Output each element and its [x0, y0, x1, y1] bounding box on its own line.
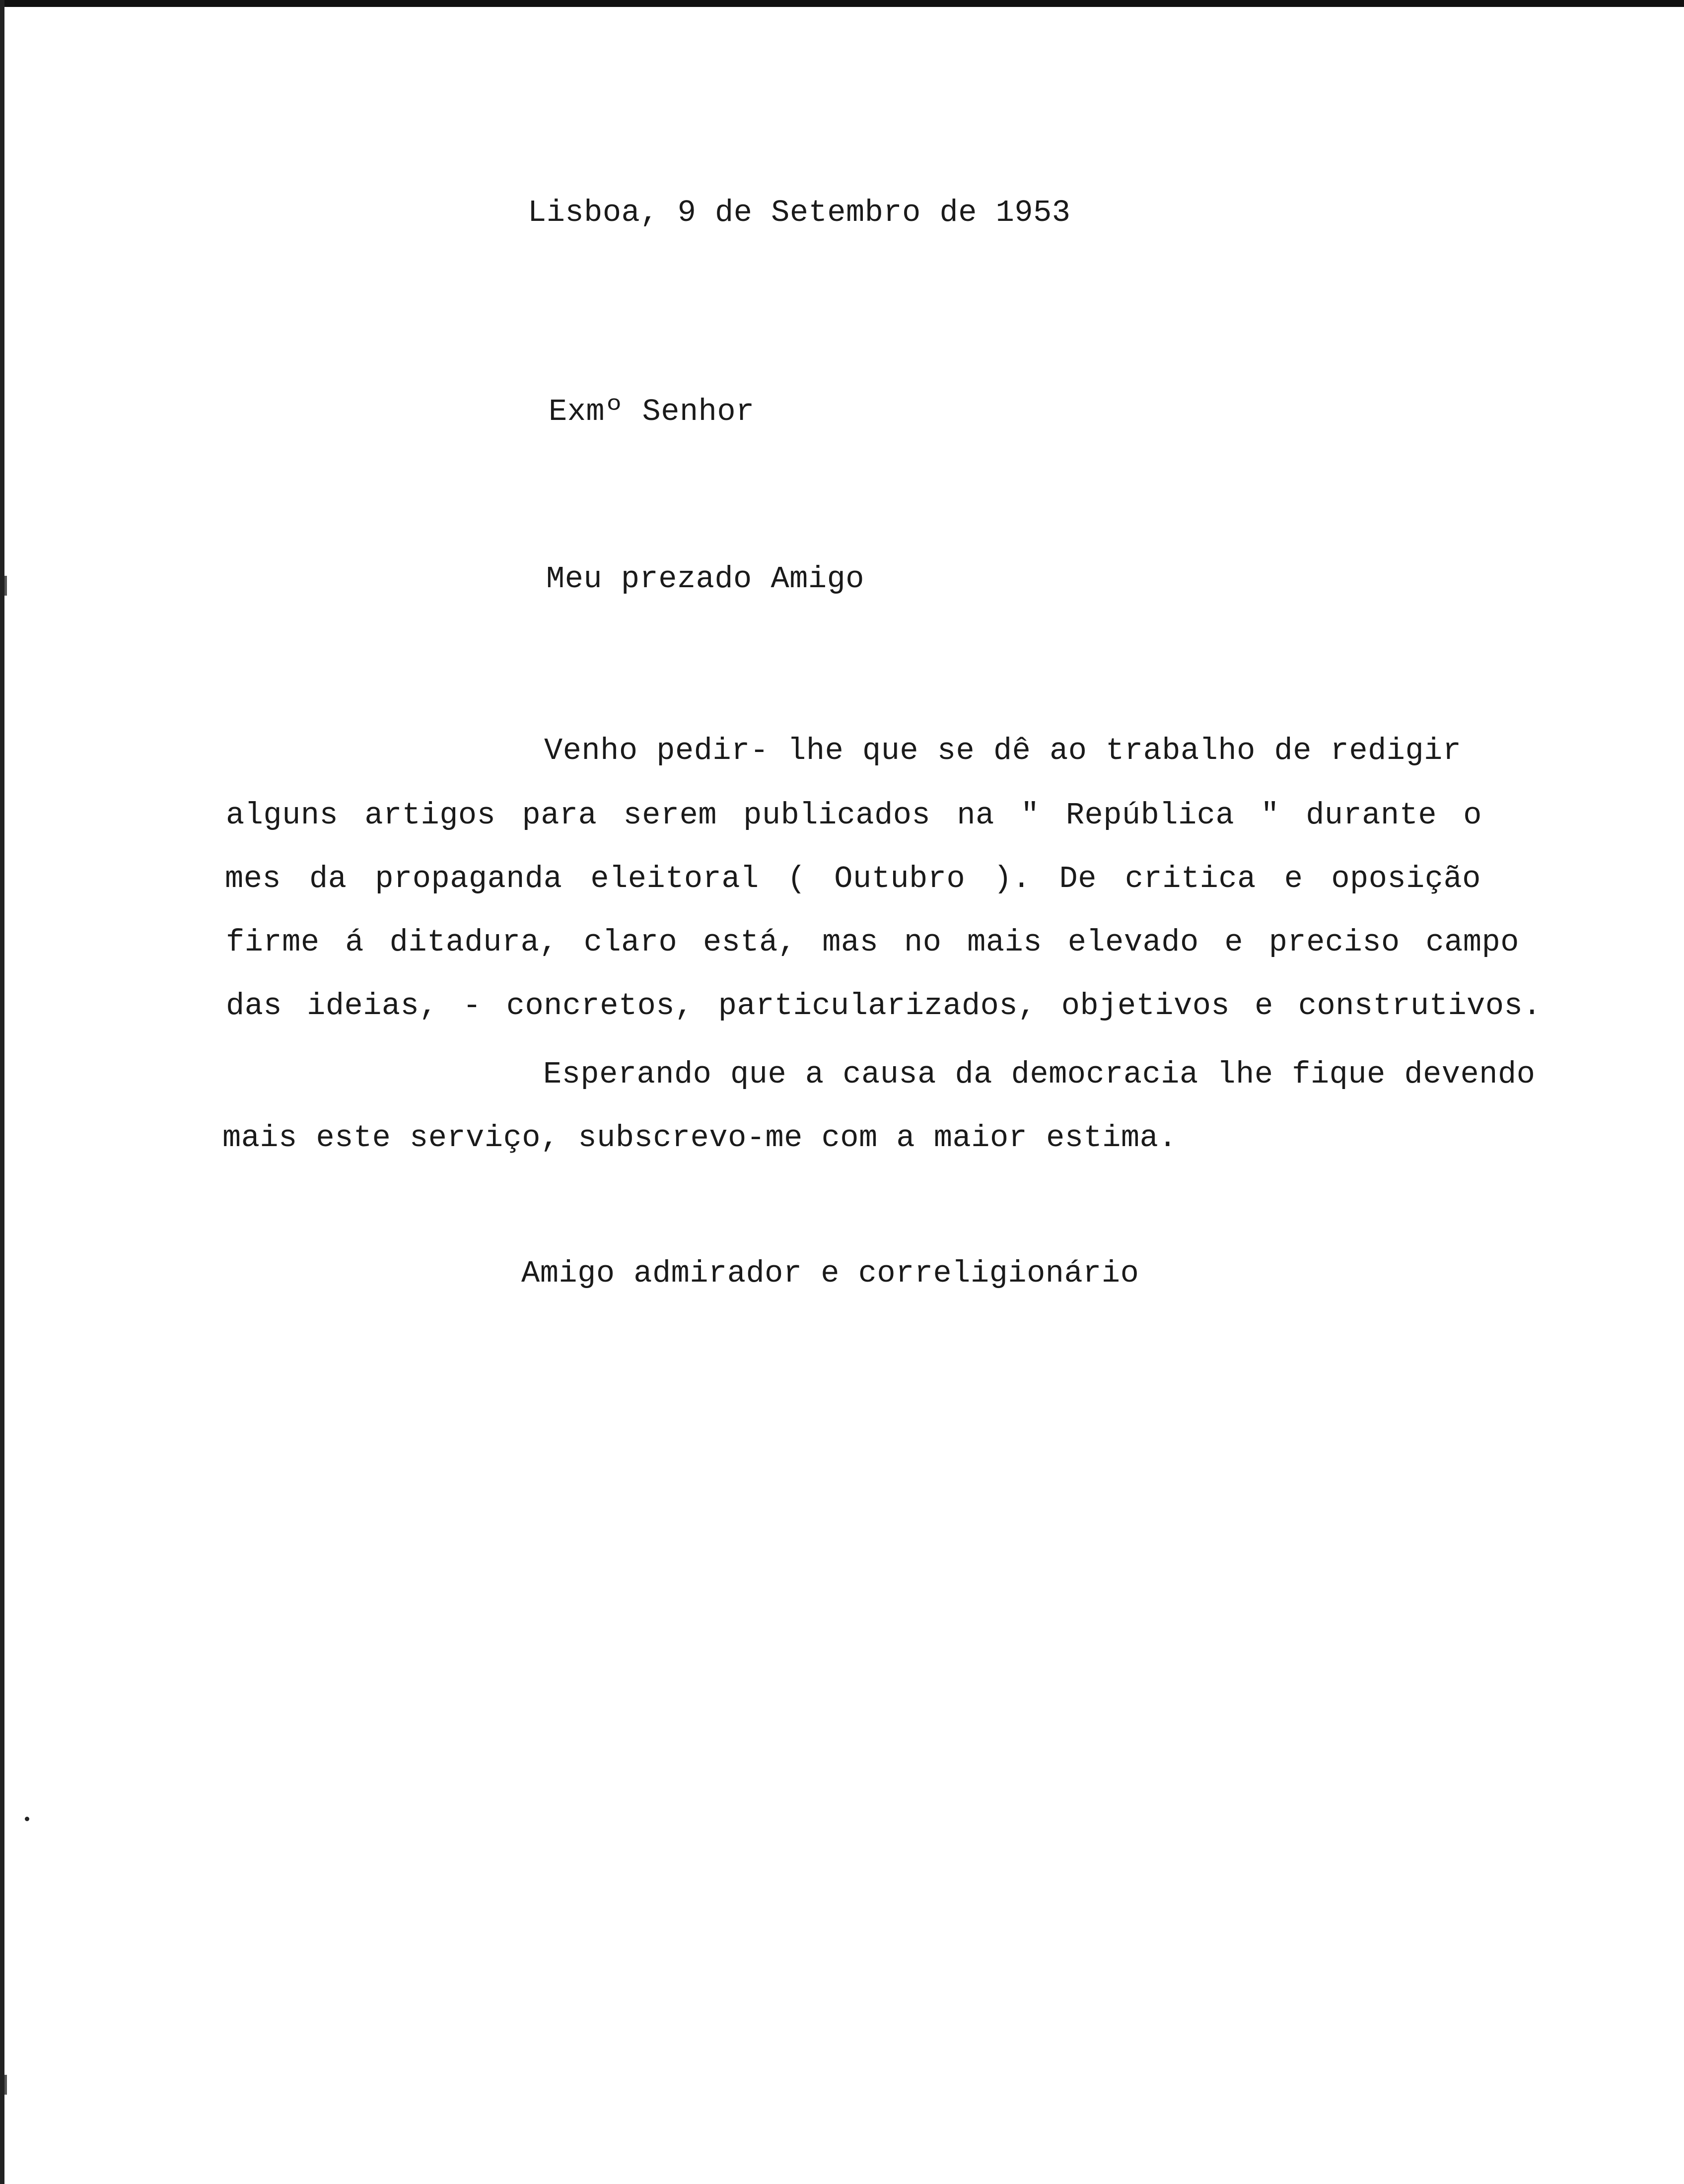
closing-line: Amigo admirador e correligionário — [521, 1256, 1139, 1291]
salutation-formal: Exmº Senhor — [549, 394, 755, 429]
scan-edge-left — [0, 0, 4, 2184]
body-line-4: firme á ditadura, claro está, mas no mais elevado e preciso campo — [226, 925, 1519, 960]
body-line-7: mais este serviço, subscrevo-me com a maior estima. — [222, 1120, 1178, 1156]
salutation-personal: Meu prezado Amigo — [546, 561, 865, 597]
scan-edge-notch — [4, 576, 7, 596]
body-line-3: mes da propaganda eleitoral ( Outubro ). De critica e oposição — [225, 861, 1481, 896]
body-line-2: alguns artigos para serem publicados na " República " durante o — [226, 798, 1482, 833]
scan-edge-notch — [4, 2075, 7, 2095]
scan-edge-top — [0, 0, 1684, 7]
body-line-6: Esperando que a causa da democracia lhe fique devendo — [543, 1057, 1536, 1092]
body-line-5: das ideias, - concretos, particularizados, objetivos e construtivos. — [226, 988, 1542, 1024]
date-line: Lisboa, 9 de Setembro de 1953 — [528, 195, 1071, 230]
body-line-1: Venho pedir- lhe que se dê ao trabalho de redigir — [544, 733, 1462, 768]
stray-ink-dot — [25, 1817, 29, 1821]
